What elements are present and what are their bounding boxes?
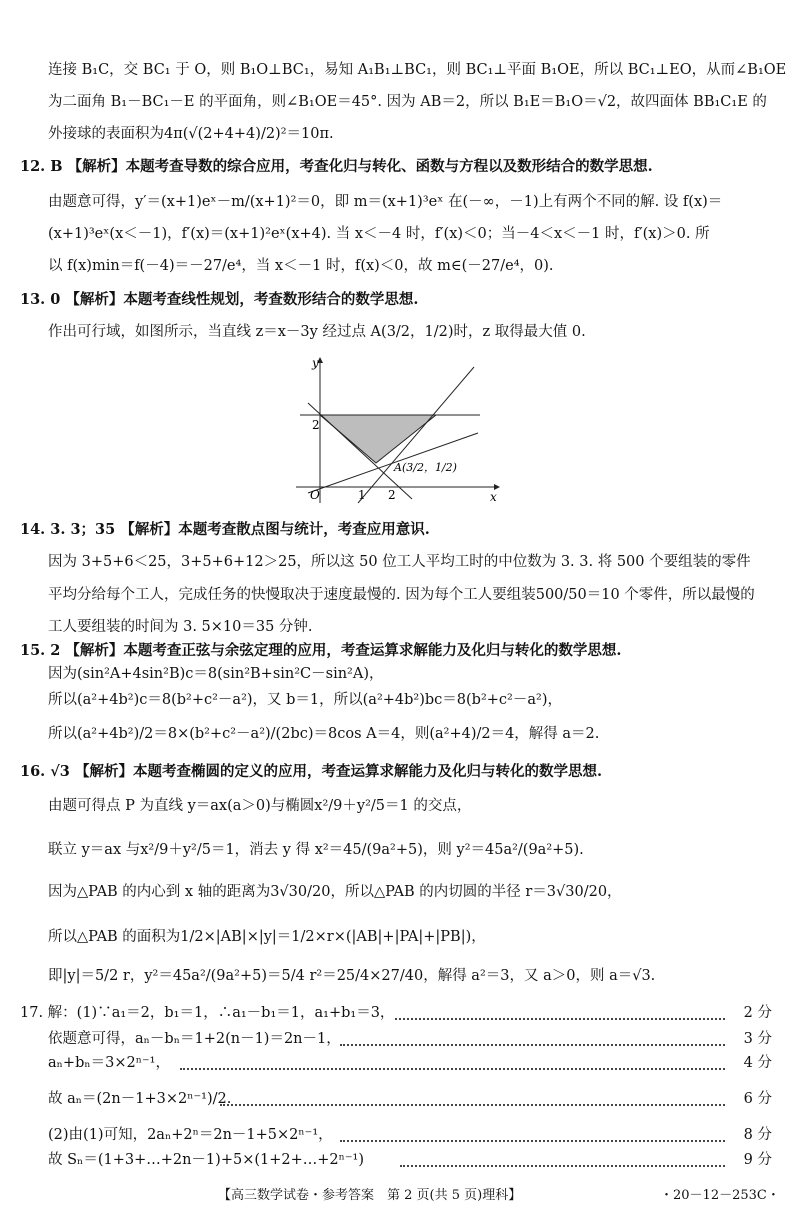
q14-line-1: 因为 3+5+6＜25，3+5+6+12＞25，所以这 50 位工人平均工时的中位数为 3. 3. 将 500 个要组装的零件	[48, 554, 751, 570]
q12-line-1: 由题意可得，y′＝(x+1)eˣ－m/(x+1)²＝0，即 m＝(x+1)³eˣ 在(－∞，－1)上有两个不同的解. 设 f(x)＝	[48, 194, 723, 210]
footer-right: ・20－12－253C・	[660, 1188, 780, 1203]
q17-row-text: 故 Sₙ＝(1+3+…+2n－1)+5×(1+2+…+2ⁿ⁻¹)	[48, 1152, 365, 1168]
q11-line-2: 为二面角 B₁－BC₁－E 的平面角，则∠B₁OE＝45°. 因为 AB＝2，所以 B₁E＝B₁O＝√2，故四面体 BB₁C₁E 的	[48, 94, 767, 110]
q17-row-score: 4 分	[743, 1055, 772, 1071]
q15-line-3: 所以(a²+4b²)/2＝8×(b²+c²－a²)/(2bc)＝8cos A＝4，则(a²+4)/2＝4，解得 a＝2.	[48, 726, 600, 742]
leader-dots	[340, 1042, 725, 1046]
leader-dots	[180, 1066, 725, 1070]
tick-x-1: 1	[358, 488, 366, 502]
q11-line-1: 连接 B₁C，交 BC₁ 于 O，则 B₁O⊥BC₁，易知 A₁B₁⊥BC₁，则 BC₁⊥平面 B₁OE，所以 BC₁⊥EO，从而∠B₁OE	[48, 62, 787, 78]
leader-dots	[400, 1163, 725, 1167]
q13-header: 13. 0 【解析】本题考查线性规划，考查数形结合的数学思想.	[20, 291, 419, 308]
q17-row-score: 3 分	[743, 1031, 772, 1047]
tick-x-2: 2	[388, 488, 396, 502]
q15-line-2: 所以(a²+4b²)c＝8(b²+c²－a²)，又 b＝1，所以(a²+4b²)bc＝8(b²+c²－a²)，	[48, 692, 562, 708]
q16-line-3: 因为△PAB 的内心到 x 轴的距离为3√30/20，所以△PAB 的内切圆的半径 r＝3√30/20，	[48, 884, 622, 900]
q17-row-text: 依题意可得，aₙ－bₙ＝1+2(n－1)＝2n－1，	[48, 1031, 341, 1047]
q12-line-2: (x+1)³eˣ(x＜－1)，f′(x)＝(x+1)²eˣ(x+4). 当 x＜－4 时，f′(x)＜0；当－4＜x＜－1 时，f′(x)＞0. 所	[48, 226, 710, 242]
feasible-region	[320, 415, 436, 463]
q17-row-score: 9 分	[743, 1152, 772, 1168]
y-axis-label: y	[312, 356, 319, 370]
leader-dots	[395, 1016, 725, 1020]
q12-line-3: 以 f(x)min＝f(－4)＝－27/e⁴，当 x＜－1 时，f(x)＜0，故 m∈(－27/e⁴，0).	[48, 258, 554, 274]
q14-line-2: 平均分给每个工人，完成任务的快慢取决于速度最慢的. 因为每个工人要组装500/50＝10 个零件，所以最慢的	[48, 587, 755, 603]
origin-label: O	[310, 488, 320, 502]
q14-line-3: 工人要组装的时间为 3. 5×10＝35 分钟.	[48, 619, 313, 635]
q17-row-text: (2)由(1)可知，2aₙ+2ⁿ＝2n－1+5×2ⁿ⁻¹，	[48, 1127, 333, 1143]
q15-line-1: 因为(sin²A+4sin²B)c＝8(sin²B+sin²C－sin²A)，	[48, 666, 384, 682]
tick-y-2: 2	[312, 418, 320, 432]
q16-line-2: 联立 y＝ax 与x²/9＋y²/5＝1，消去 y 得 x²＝45/(9a²+5)，则 y²＝45a²/(9a²+5).	[48, 842, 584, 858]
q11-line-3: 外接球的表面积为4π(√(2+4+4)/2)²＝10π.	[48, 126, 334, 142]
q14-header: 14. 3. 3；35 【解析】本题考查散点图与统计，考查应用意识.	[20, 521, 430, 538]
feasible-region-graph	[290, 355, 510, 505]
q16-line-5: 即|y|＝5/2 r，y²＝45a²/(9a²+5)＝5/4 r²＝25/4×27/40，解得 a²＝3，又 a＞0，则 a＝√3.	[48, 968, 656, 984]
footer-center: 【高三数学试卷・参考答案 第 2 页(共 5 页)理科】	[218, 1188, 522, 1203]
q17-row-score: 2 分	[743, 1005, 772, 1021]
q16-line-4: 所以△PAB 的面积为1/2×|AB|×|y|＝1/2×r×(|AB|+|PA|+|PB|)，	[48, 929, 486, 945]
leader-dots	[220, 1102, 725, 1106]
leader-dots	[340, 1138, 725, 1142]
q17-row-text: aₙ+bₙ＝3×2ⁿ⁻¹，	[48, 1055, 170, 1071]
q15-header: 15. 2 【解析】本题考查正弦与余弦定理的应用，考查运算求解能力及化归与转化的数学思想.	[20, 642, 622, 659]
q13-line-1: 作出可行域，如图所示，当直线 z＝x－3y 经过点 A(3/2，1/2)时，z 取得最大值 0.	[48, 324, 586, 340]
q12-header: 12. B 【解析】本题考查导数的综合应用，考查化归与转化、函数与方程以及数形结合的数学思想.	[20, 158, 653, 175]
x-axis-label: x	[490, 490, 497, 504]
q17-row-text: 17. 解：(1)∵a₁＝2，b₁＝1，∴a₁－b₁＝1，a₁+b₁＝3，	[20, 1005, 395, 1021]
q17-row-score: 6 分	[743, 1091, 772, 1107]
q17-row-text: 故 aₙ＝(2n－1+3×2ⁿ⁻¹)/2.	[48, 1091, 232, 1107]
q16-header: 16. √3 【解析】本题考查椭圆的定义的应用，考查运算求解能力及化归与转化的数学思想.	[20, 763, 602, 780]
point-a-label: A(3/2，1/2)	[394, 461, 457, 474]
q17-row-score: 8 分	[743, 1127, 772, 1143]
q16-line-1: 由题可得点 P 为直线 y＝ax(a＞0)与椭圆x²/9＋y²/5＝1 的交点，	[48, 798, 472, 814]
